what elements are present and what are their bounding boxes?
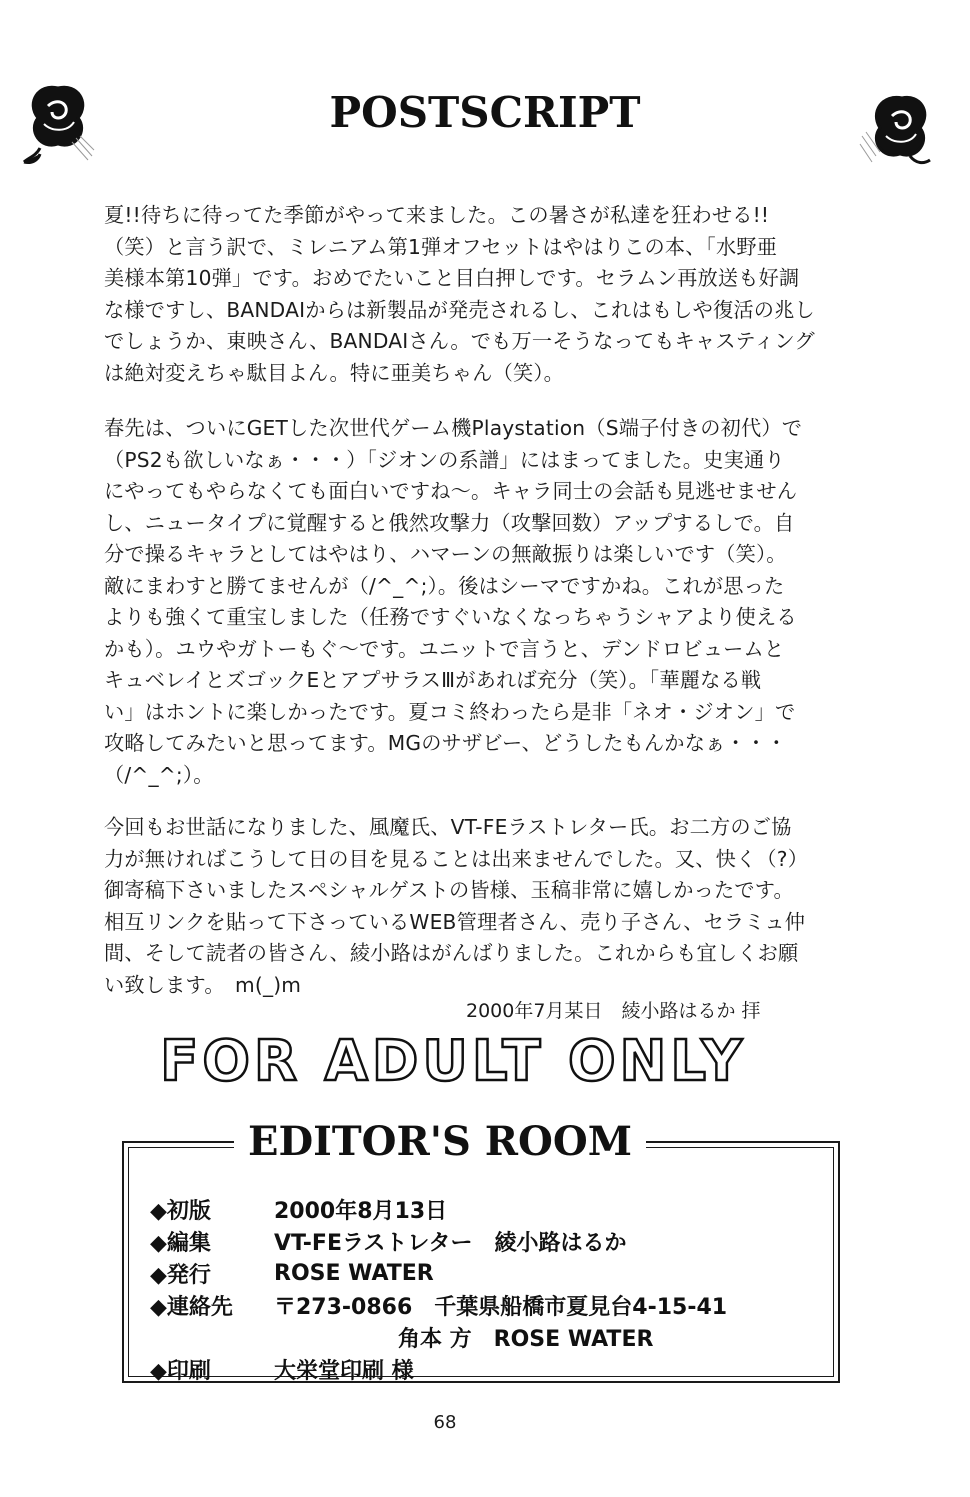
text-line: な様ですし、BANDAIからは新製品が発売されるし、これはもしや復活の兆し xyxy=(104,297,815,322)
text-line: 間、そして読者の皆さん、綾小路はがんばりました。これからも宜しくお願 xyxy=(104,941,799,965)
text-line: 相互リンクを貼って下さっているWEB管理者さん、売り子さん、セラミュ仲 xyxy=(104,909,806,934)
text-line: 春先は、ついにGETした次世代ゲーム機Playstation（S端子付きの初代）で xyxy=(104,416,803,440)
paragraph-intro xyxy=(104,200,834,389)
text-line: （PS2も欲しいなぁ・・・）「ジオンの系譜」にはまってました。史実通り xyxy=(104,447,785,472)
colophon-label: ◆編集 xyxy=(150,1230,211,1256)
signature: 2000年7月某日 綾小路はるか 拝 xyxy=(466,1000,761,1022)
page-title: POSTSCRIPT xyxy=(329,88,641,137)
colophon-value: 2000年8月13日 xyxy=(274,1198,448,1224)
text-line: キュベレイとズゴックEとアプサラスⅢがあれば充分（笑）。「華麗なる戦 xyxy=(104,668,762,692)
text-line: 分で操るキャラとしてはやはり、ハマーンの無敵振りは楽しいです（笑）。 xyxy=(104,542,787,566)
adult-only-text: FOR ADULT ONLY xyxy=(160,1029,746,1094)
colophon-label: ◆連絡先 xyxy=(150,1294,233,1320)
colophon-value: 大栄堂印刷 様 xyxy=(274,1358,414,1384)
editor-room-title: EDITOR'S ROOM xyxy=(234,1118,646,1165)
text-line: でしょうか、東映さん、BANDAIさん。でも万一そうなってもキャスティング xyxy=(104,329,815,353)
colophon-row-editor xyxy=(150,1225,727,1257)
colophon-value: ROSE WATER xyxy=(274,1260,434,1286)
colophon-row-publisher xyxy=(150,1257,727,1289)
colophon-row-first-edition xyxy=(150,1193,727,1225)
text-line: い致します。 m(_)m xyxy=(104,972,302,997)
text-line: 御寄稿下さいましたスペシャルゲストの皆様、玉稿非常に嬉しかったです。 xyxy=(104,878,794,902)
text-line: 力が無ければこうして日の目を見ることは出来ませんでした。又、快く（?） xyxy=(104,846,809,871)
text-line: （笑）と言う訳で、ミレニアム第1弾オフセットはやはりこの本、「水野亜 xyxy=(104,234,778,259)
colophon-value: VT-FEラストレター 綾小路はるか xyxy=(274,1230,627,1256)
text-line: かも）。ユウやガトーもぐ～です。ユニットで言うと、デンドロビュームと xyxy=(104,636,785,661)
text-line: 敵にまわすと勝てませんが（/^_^;）。後はシーマですかね。これが思った xyxy=(104,573,785,598)
paragraph-thanks xyxy=(104,812,834,1001)
colophon-value: 〒273-0866 千葉県船橋市夏見台4-15-41 xyxy=(274,1294,728,1320)
adult-only-label xyxy=(160,1028,746,1094)
text-line: 夏!!待ちに待ってた季節がやって来ました。この暑さが私達を狂わせる!! xyxy=(104,203,770,227)
colophon-label: ◆初版 xyxy=(150,1198,211,1224)
text-line: （/^_^;）。 xyxy=(104,762,214,787)
text-line: 攻略してみたいと思ってます。MGのサザビー、どうしたもんかなぁ・・・ xyxy=(104,731,787,755)
text-line: 今回もお世話になりました、風魔氏、VT-FEラストレター氏。お二方のご協 xyxy=(104,815,792,839)
colophon-row-printer xyxy=(150,1353,727,1385)
text-line: にやってもやらなくても面白いですね～。キャラ同士の会話も見逃せません xyxy=(104,479,798,503)
colophon-label: ◆発行 xyxy=(150,1262,211,1288)
text-line: よりも強くて重宝しました（任務ですぐいなくなっちゃうシャアより使える xyxy=(104,605,797,629)
text-line: い」はホントに楽しかったです。夏コミ終わったら是非「ネオ・ジオン」で xyxy=(104,699,796,724)
text-line: し、ニュータイプに覚醒すると俄然攻撃力（攻撃回数）アップするしで。自 xyxy=(104,510,795,535)
colophon xyxy=(150,1193,727,1385)
colophon-row-contact xyxy=(150,1289,727,1321)
colophon-row-contact-cont xyxy=(150,1321,727,1353)
text-line: は絶対変えちゃ駄目よん。特に亜美ちゃん（笑）。 xyxy=(104,360,565,385)
paragraph-game xyxy=(104,413,834,791)
colophon-value: 角本 方 ROSE WATER xyxy=(398,1326,654,1352)
text-line: 美様本第10弾」です。おめでたいこと目白押しです。セラムン再放送も好調 xyxy=(104,266,800,290)
page-number: 68 xyxy=(433,1412,457,1433)
colophon-label: ◆印刷 xyxy=(150,1358,211,1384)
